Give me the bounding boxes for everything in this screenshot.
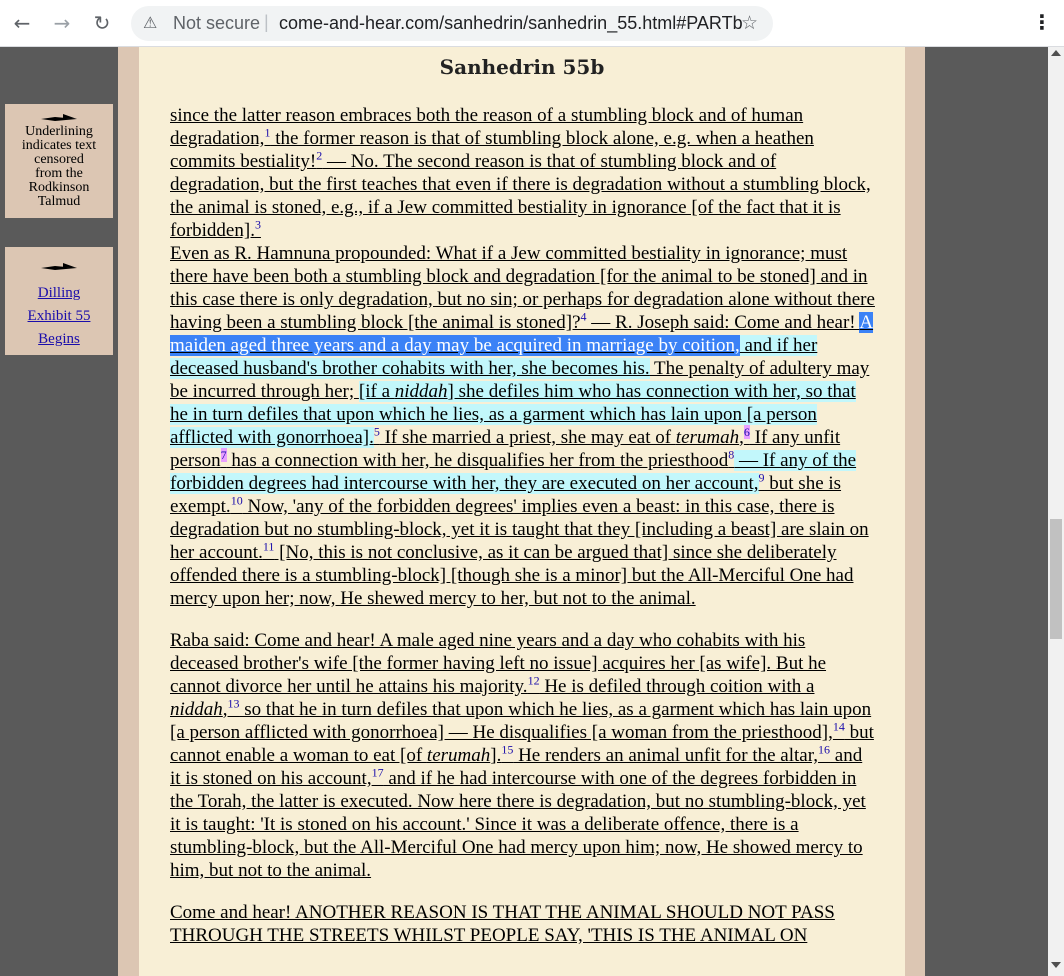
url-separator: | [264, 12, 269, 32]
footnote-link[interactable]: 17 [371, 765, 384, 780]
footnote-link[interactable]: 15 [501, 742, 514, 757]
vertical-scrollbar[interactable] [1048, 47, 1064, 976]
paragraph-3: Come and hear! ANOTHER REASON IS THAT THE ANIMAL SHOULD NOT PASS THROUGH THE STREETS WHILST PEOPLE SAY, 'THIS IS THE ANIMAL ON [170, 902, 835, 946]
dilling-link-line[interactable]: Dilling [37, 285, 81, 301]
forward-arrow-icon[interactable]: → [53, 11, 71, 35]
footnote-link[interactable]: 3 [254, 217, 261, 232]
footnote-link[interactable]: 6 [743, 424, 750, 439]
scroll-up-icon[interactable] [1051, 50, 1061, 56]
warning-icon[interactable]: ⚠ [143, 13, 158, 32]
kebab-menu-icon[interactable]: ⋮ [1032, 10, 1052, 34]
page-title: Sanhedrin 55b [439, 55, 605, 79]
browser-toolbar [0, 0, 1064, 47]
paragraph-2: Raba said: Come and hear! A male aged nine years and a day who cohabits with his deceased brother's wife [the former having left no issue] acquires her [as wife]. But he cannot divorce her until he attains his majority.$^{12}$ He is defiled through coition with a niddah,$^{13}$ so that he in turn defiles that upon which he lies, as a garment which has lain upon [a person afflicted with gonorrhoea] — He disqualifies [a woman from the priesthood],$^{14}$ but cannot enable a woman to eat [of terumah].$^{15}$ He renders an animal unfit for the altar,$^{16}$ and it is stoned on his account,$^{17}$ and if he had intercourse with one of the degrees forbidden in the Torah, the latter is executed. Now here there is degradation, but no stumbling-block, yet it is taught: 'It is stoned on his account.' Since it was a deliberate offence, there is a stumbling-block, but the All-Merciful One had mercy upon him; now, He showed mercy to him, but not to the animal. [170, 630, 874, 881]
footnote-link[interactable]: 4 [580, 309, 587, 324]
highlighted-text: and if her deceased husband's brother cohabits with her, she becomes his. [170, 335, 818, 379]
legend-text: Underlining indicates text censored from the Rodkinson Talmud [21, 124, 97, 209]
address-bar[interactable] [131, 6, 773, 41]
footnote-link[interactable]: 11 [262, 539, 275, 554]
scrollbar-thumb[interactable] [1050, 519, 1062, 639]
scroll-down-icon[interactable] [1051, 962, 1061, 968]
dilling-exhibit-box [5, 247, 113, 355]
footnote-link[interactable]: 7 [220, 447, 227, 462]
reload-icon[interactable]: ↻ [93, 11, 111, 35]
footnote-link[interactable]: 5 [373, 424, 380, 439]
selected-text[interactable]: A maiden aged three years and a day may be acquired in marriage by coition, [170, 312, 874, 356]
footnote-link[interactable]: 13 [227, 696, 240, 711]
url-text[interactable]: come-and-hear.com/sanhedrin/sanhedrin_55.html#PARTb [279, 13, 743, 33]
talmud-text [170, 104, 875, 966]
dilling-link-line[interactable]: Exhibit 55 [27, 308, 91, 324]
footnote-link[interactable]: 2 [316, 148, 323, 163]
highlighted-text: — If any of the forbidden degrees had intercourse with her, they are executed on her account, [170, 450, 857, 494]
footnote-link[interactable]: 10 [230, 493, 243, 508]
star-icon[interactable]: ☆ [741, 12, 759, 34]
paragraph-1: since the latter reason embraces both the reason of a stumbling block and of human degradation,$^1$ the former reason is that of stumbling block alone, e.g. when a heathen commits bestiality!$^2$ — No. The second reason is that of stumbling block and of degradation, but the first teaches that even if there is degradation without a stumbling block, the animal is stoned, e.g., if a Jew committed bestiality in ignorance [of the fact that it is forbidden].$^3$ Even as R. Hamnuna propounded: What if a Jew committed bestiality in ignorance; must there have been both a stumbling block and degradation [for the animal to be stoned] and in this case there is only degradation, but no sin; or perhaps for degradation alone without there having been a stumbling block [the animal is stoned]?$^4$ — R. Joseph said: Come and hear! A maiden aged three years and a day may be acquired in marriage by coition, and if her deceased husband's brother cohabits with her, she becomes his. The penalty of adultery may be incurred through her; [if a niddah] she defiles him who has connection with her, so that he in turn defiles that upon which he lies, as a garment which has lain upon [a person afflicted with gonorrhoea].$^5$ If she married a priest, she may eat of terumah,$^6$ If any unfit person$^7$ has a connection with her, he disqualifies her from the priesthood$^8$ — If any of the forbidden degrees had intercourse with her, they are executed on her account,$^9$ but she is exempt.$^{10}$ Now, 'any of the forbidden degrees' implies even a beast: in this case, there is degradation but no stumbling-block, yet it is taught that they [including a beast] are slain on her account.$^{11}$ [No, this is not conclusive, as it can be argued that] since she deliberately offended there is a stumbling-block] [though she is a minor] but the All-Merciful One had mercy upon her; now, He shewed mercy to her, but not to the animal. [170, 105, 875, 609]
highlighted-text: [if a niddah] she defiles him who has connection with her, so that he in turn defiles that upon which he lies, as a garment which has lain upon [a person afflicted with gonorrhoea]. [170, 381, 856, 448]
dilling-link-line[interactable]: Begins [38, 331, 80, 347]
censorship-legend-box [5, 104, 113, 218]
footnote-link[interactable]: 9 [758, 470, 765, 485]
dilling-exhibit-link[interactable] [5, 282, 113, 351]
pointer-arrow-icon [41, 262, 77, 274]
footnote-link[interactable]: 16 [818, 742, 831, 757]
back-arrow-icon[interactable]: ← [13, 11, 31, 35]
footnote-link[interactable]: 12 [527, 673, 540, 688]
footnote-link[interactable]: 1 [264, 125, 271, 140]
footnote-link[interactable]: 14 [832, 719, 845, 734]
not-secure-label[interactable]: Not secure [173, 13, 261, 33]
footnote-link[interactable]: 8 [728, 447, 735, 462]
